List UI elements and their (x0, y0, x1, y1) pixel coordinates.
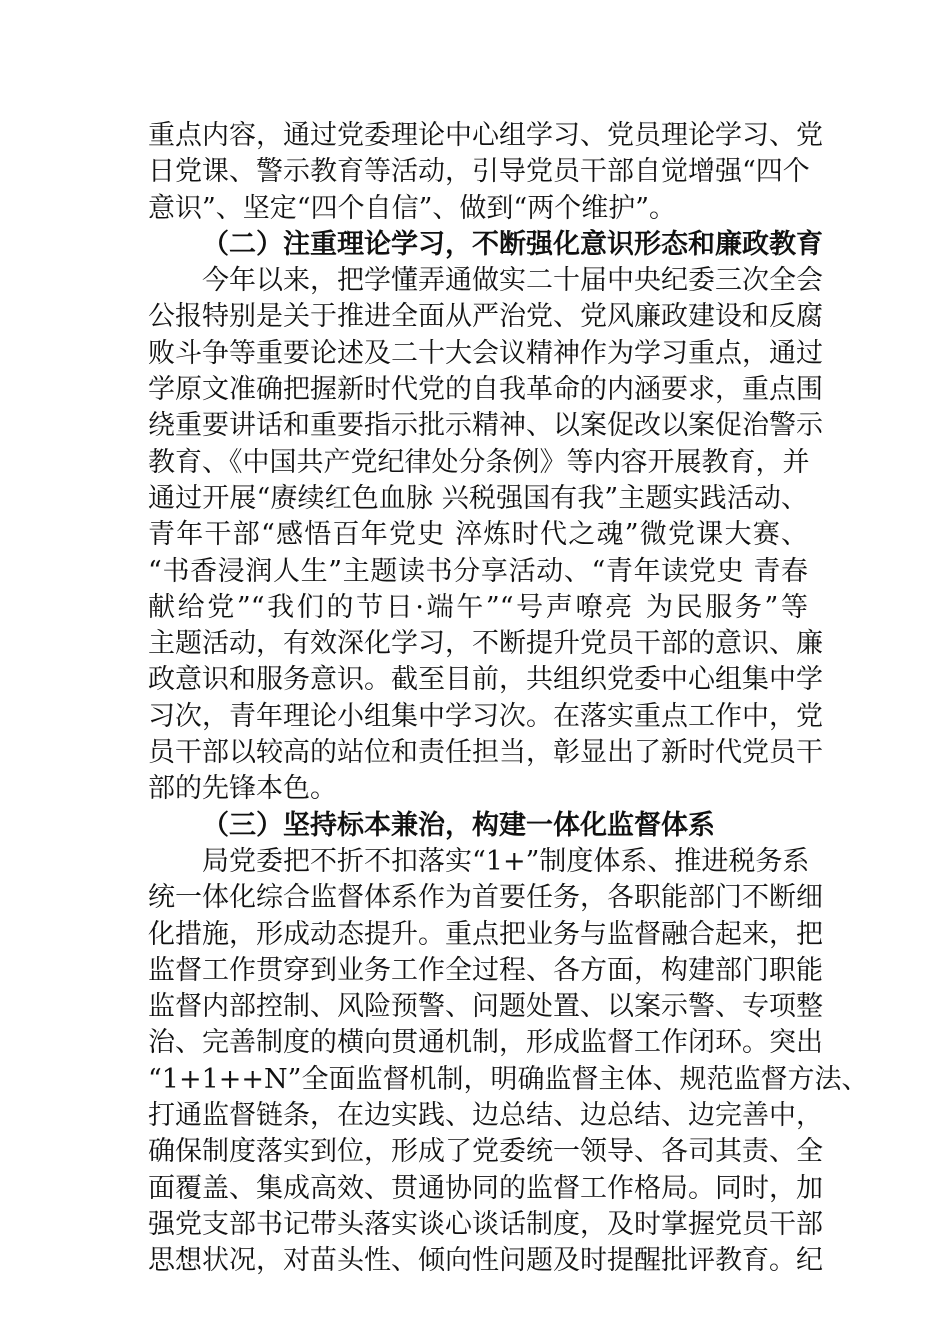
text-line: 监督工作贯穿到业务工作全过程、各方面，构建部门职能 (148, 954, 823, 986)
text-line: 主题活动，有效深化学习，不断提升党员干部的意识、廉 (148, 628, 823, 660)
text-line: 统一体化综合监督体系作为首要任务，各职能部门不断细 (148, 882, 823, 914)
text-line: 部的先锋本色。 (148, 773, 337, 805)
text-line: 绕重要讲话和重要指示批示精神、以案促改以案促治警示 (148, 410, 823, 442)
text-line: 化措施，形成动态提升。重点把业务与监督融合起来，把 (148, 918, 823, 950)
text-line: 思想状况，对苗头性、倾向性问题及时提醒批评教育。纪 (148, 1245, 823, 1277)
text-line: 学原文准确把握新时代党的自我革命的内涵要求，重点围 (148, 374, 823, 406)
text-line: 治、完善制度的横向贯通机制，形成监督工作闭环。突出 (148, 1027, 823, 1059)
text-line: “书香浸润人生”主题读书分享活动、“青年读党史 青春 (148, 555, 808, 587)
section-heading: （二）注重理论学习，不断强化意识形态和廉政教育 (202, 228, 823, 260)
text-line: 通过开展“赓续红色血脉 兴税强国有我”主题实践活动、 (148, 482, 808, 514)
text-line: 意识”、坚定“四个自信”、做到“两个维护”。 (148, 192, 677, 224)
paragraph-first-line: 今年以来，把学懂弄通做实二十届中央纪委三次全会 (202, 265, 823, 297)
paragraph-first-line: 局党委把不折不扣落实“1+”制度体系、推进税务系 (202, 845, 810, 877)
text-line: 公报特别是关于推进全面从严治党、党风廉政建设和反腐 (148, 301, 823, 333)
text-line: 习次，青年理论小组集中学习次。在落实重点工作中，党 (148, 700, 823, 732)
text-line: 败斗争等重要论述及二十大会议精神作为学习重点，通过 (148, 337, 823, 369)
text-line: 日党课、警示教育等活动，引导党员干部自觉增强“四个 (148, 156, 810, 188)
document-body (148, 118, 869, 1280)
text-line: 监督内部控制、风险预警、问题处置、以案示警、专项整 (148, 991, 823, 1023)
section-heading: （三）坚持标本兼治，构建一体化监督体系 (202, 809, 715, 841)
text-line: 确保制度落实到位，形成了党委统一领导、各司其责、全 (148, 1136, 823, 1168)
text-line: 重点内容，通过党委理论中心组学习、党员理论学习、党 (148, 120, 823, 151)
text-line: 面覆盖、集成高效、贯通协同的监督工作格局。同时，加 (148, 1172, 823, 1204)
text-line: 员干部以较高的站位和责任担当，彰显出了新时代党员干 (148, 737, 823, 769)
text-line: 强党支部书记带头落实谈心谈话制度，及时掌握党员干部 (148, 1208, 823, 1240)
text-line: 教育、《中国共产党纪律处分条例》等内容开展教育，并 (148, 446, 810, 478)
text-line: 政意识和服务意识。截至目前，共组织党委中心组集中学 (148, 664, 823, 696)
text-line: 青年干部“感悟百年党史 淬炼时代之魂”微党课大赛、 (148, 519, 808, 551)
text-line: “1+1++N”全面监督机制，明确监督主体、规范监督方法、 (148, 1063, 869, 1095)
text-line: 打通监督链条，在边实践、边总结、边总结、边完善中， (148, 1100, 823, 1132)
text-line: 献给党”“我们的节日·端午”“号声嘹亮 为民服务”等 (148, 591, 808, 623)
